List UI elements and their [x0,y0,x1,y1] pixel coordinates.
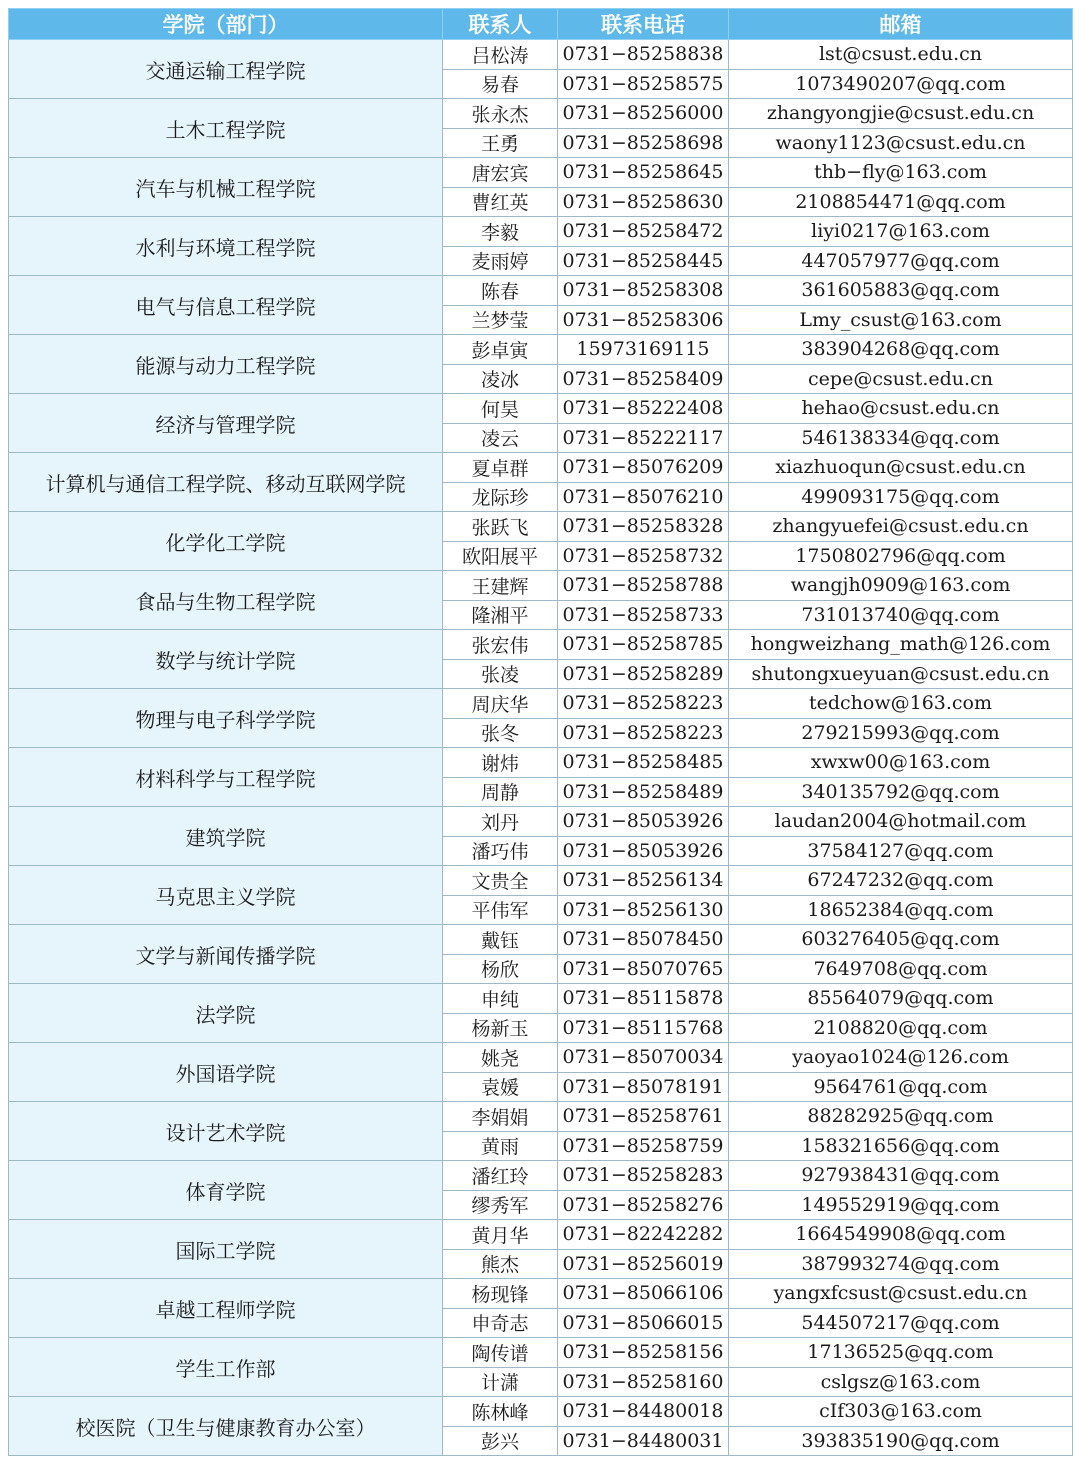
contact-phone: 0731−85258472 [558,217,729,247]
contact-email: lst@csust.edu.cn [729,40,1073,70]
department-cell: 外国语学院 [9,1043,443,1102]
contact-name: 张凌 [443,659,558,689]
table-row [9,1338,1073,1368]
contact-phone: 0731−85115768 [558,1013,729,1043]
contact-name: 夏卓群 [443,453,558,483]
contact-email: 18652384@qq.com [729,895,1073,925]
contact-phone: 0731−85258732 [558,541,729,571]
contact-phone: 0731−85258156 [558,1338,729,1368]
table-row [9,99,1073,129]
contact-name: 曹红英 [443,187,558,217]
contact-name: 周庆华 [443,689,558,719]
contact-phone: 0731−85078450 [558,925,729,955]
contact-phone: 0731−85070034 [558,1043,729,1073]
department-cell: 物理与电子科学学院 [9,689,443,748]
contact-phone: 0731−85258759 [558,1131,729,1161]
contact-phone: 0731−85053926 [558,807,729,837]
contact-name: 周静 [443,777,558,807]
contact-name: 陈春 [443,276,558,306]
table-row [9,689,1073,719]
department-cell: 交通运输工程学院 [9,40,443,99]
contact-name: 熊杰 [443,1249,558,1279]
contact-name: 凌冰 [443,364,558,394]
contact-phone: 0731−85258306 [558,305,729,335]
contact-email: 546138334@qq.com [729,423,1073,453]
table-row [9,1397,1073,1427]
contact-phone: 0731−85070765 [558,954,729,984]
contact-phone: 0731−85258575 [558,69,729,99]
contact-email: 158321656@qq.com [729,1131,1073,1161]
contact-name: 姚尧 [443,1043,558,1073]
department-cell: 数学与统计学院 [9,630,443,689]
department-cell: 马克思主义学院 [9,866,443,925]
contact-email: 1664549908@qq.com [729,1220,1073,1250]
contact-email: liyi0217@163.com [729,217,1073,247]
contact-phone: 0731−85258489 [558,777,729,807]
contact-email: zhangyuefei@csust.edu.cn [729,512,1073,542]
department-cell: 校医院（卫生与健康教育办公室） [9,1397,443,1456]
table-body [9,40,1073,1456]
contact-phone: 0731−85076209 [558,453,729,483]
contact-phone: 0731−85066106 [558,1279,729,1309]
contact-phone: 0731−85258788 [558,571,729,601]
contact-phone: 0731−85258785 [558,630,729,660]
table-row [9,571,1073,601]
contact-name: 张冬 [443,718,558,748]
department-cell: 文学与新闻传播学院 [9,925,443,984]
contact-email: 731013740@qq.com [729,600,1073,630]
contact-phone: 0731−85258445 [558,246,729,276]
table-row [9,40,1073,70]
table-row [9,217,1073,247]
contact-email: 447057977@qq.com [729,246,1073,276]
contact-name: 文贵全 [443,866,558,896]
contact-email: 88282925@qq.com [729,1102,1073,1132]
contact-email: tedchow@163.com [729,689,1073,719]
table-row [9,630,1073,660]
contact-email: hehao@csust.edu.cn [729,394,1073,424]
contact-phone: 0731−85066015 [558,1308,729,1338]
contact-name: 陈林峰 [443,1397,558,1427]
department-cell: 化学化工学院 [9,512,443,571]
contact-email: 340135792@qq.com [729,777,1073,807]
contact-name: 潘红玲 [443,1161,558,1191]
contact-email: cepe@csust.edu.cn [729,364,1073,394]
contact-name: 王建辉 [443,571,558,601]
contact-phone: 0731−85222408 [558,394,729,424]
contact-name: 易春 [443,69,558,99]
department-cell: 电气与信息工程学院 [9,276,443,335]
table-row [9,1279,1073,1309]
contact-name: 张永杰 [443,99,558,129]
contact-email: xiazhuoqun@csust.edu.cn [729,453,1073,483]
department-cell: 体育学院 [9,1161,443,1220]
contact-name: 李娟娟 [443,1102,558,1132]
contact-email: hongweizhang_math@126.com [729,630,1073,660]
contact-email: 149552919@qq.com [729,1190,1073,1220]
table-row [9,984,1073,1014]
contact-email: 387993274@qq.com [729,1249,1073,1279]
contact-name: 兰梦莹 [443,305,558,335]
contact-name: 戴钰 [443,925,558,955]
table-row [9,1161,1073,1191]
contact-email: 361605883@qq.com [729,276,1073,306]
department-cell: 土木工程学院 [9,99,443,158]
table-row [9,866,1073,896]
contact-name: 张跃飞 [443,512,558,542]
table-row [9,394,1073,424]
contact-name: 袁媛 [443,1072,558,1102]
contact-phone: 0731−85258160 [558,1367,729,1397]
contact-name: 平伟军 [443,895,558,925]
contact-email: 37584127@qq.com [729,836,1073,866]
header-contact: 联系人 [443,9,558,40]
contact-phone: 0731−85256134 [558,866,729,896]
contact-phone: 0731−85258223 [558,718,729,748]
contact-phone: 0731−85258630 [558,187,729,217]
department-cell: 汽车与机械工程学院 [9,158,443,217]
table-row [9,1043,1073,1073]
department-cell: 卓越工程师学院 [9,1279,443,1338]
contact-email: cIf303@163.com [729,1397,1073,1427]
table-row [9,512,1073,542]
department-cell: 国际工学院 [9,1220,443,1279]
contact-phone: 0731−85258698 [558,128,729,158]
contact-name: 王勇 [443,128,558,158]
table-row [9,453,1073,483]
contact-email: 67247232@qq.com [729,866,1073,896]
contact-email: 279215993@qq.com [729,718,1073,748]
contact-phone: 0731−85256000 [558,99,729,129]
contact-email: thb−fly@163.com [729,158,1073,188]
contact-phone: 0731−85258289 [558,659,729,689]
contact-name: 凌云 [443,423,558,453]
contact-phone: 0731−85258276 [558,1190,729,1220]
contact-email: 17136525@qq.com [729,1338,1073,1368]
contact-phone: 0731−85256130 [558,895,729,925]
contact-name: 唐宏宾 [443,158,558,188]
contact-email: zhangyongjie@csust.edu.cn [729,99,1073,129]
department-cell: 能源与动力工程学院 [9,335,443,394]
contact-name: 张宏伟 [443,630,558,660]
contact-email: cslgsz@163.com [729,1367,1073,1397]
department-cell: 建筑学院 [9,807,443,866]
header-email: 邮箱 [729,9,1073,40]
table-row [9,158,1073,188]
contact-name: 申奇志 [443,1308,558,1338]
contact-name: 李毅 [443,217,558,247]
contact-email: 383904268@qq.com [729,335,1073,365]
contact-email: 544507217@qq.com [729,1308,1073,1338]
contact-phone: 0731−85258328 [558,512,729,542]
contact-phone: 0731−84480031 [558,1426,729,1456]
contact-table [8,8,1073,1456]
contact-phone: 0731−85258733 [558,600,729,630]
contact-email: waony1123@csust.edu.cn [729,128,1073,158]
contact-name: 缪秀军 [443,1190,558,1220]
contact-email: 393835190@qq.com [729,1426,1073,1456]
contact-email: 2108854471@qq.com [729,187,1073,217]
table-row [9,276,1073,306]
contact-name: 杨现锋 [443,1279,558,1309]
contact-phone: 0731−85076210 [558,482,729,512]
table-row [9,1102,1073,1132]
department-cell: 水利与环境工程学院 [9,217,443,276]
contact-name: 何昊 [443,394,558,424]
contact-name: 陶传谱 [443,1338,558,1368]
contact-name: 彭卓寅 [443,335,558,365]
contact-name: 隆湘平 [443,600,558,630]
header-department: 学院（部门） [9,9,443,40]
contact-phone: 0731−82242282 [558,1220,729,1250]
contact-phone: 0731−85258761 [558,1102,729,1132]
department-cell: 材料科学与工程学院 [9,748,443,807]
contact-name: 刘丹 [443,807,558,837]
contact-phone: 0731−85258645 [558,158,729,188]
contact-name: 欧阳展平 [443,541,558,571]
contact-email: laudan2004@hotmail.com [729,807,1073,837]
contact-phone: 0731−85258283 [558,1161,729,1191]
department-cell: 法学院 [9,984,443,1043]
table-row [9,807,1073,837]
department-cell: 计算机与通信工程学院、移动互联网学院 [9,453,443,512]
contact-name: 谢炜 [443,748,558,778]
contact-name: 计潇 [443,1367,558,1397]
contact-name: 黄月华 [443,1220,558,1250]
contact-email: yaoyao1024@126.com [729,1043,1073,1073]
department-cell: 学生工作部 [9,1338,443,1397]
contact-email: wangjh0909@163.com [729,571,1073,601]
contact-email: 1750802796@qq.com [729,541,1073,571]
contact-phone: 15973169115 [558,335,729,365]
contact-name: 麦雨婷 [443,246,558,276]
contact-phone: 0731−85258409 [558,364,729,394]
contact-phone: 0731−84480018 [558,1397,729,1427]
contact-name: 潘巧伟 [443,836,558,866]
contact-phone: 0731−85258308 [558,276,729,306]
contact-email: yangxfcsust@csust.edu.cn [729,1279,1073,1309]
contact-email: Lmy_csust@163.com [729,305,1073,335]
department-cell: 经济与管理学院 [9,394,443,453]
contact-email: 927938431@qq.com [729,1161,1073,1191]
contact-email: xwxw00@163.com [729,748,1073,778]
contact-phone: 0731−85222117 [558,423,729,453]
contact-name: 吕松涛 [443,40,558,70]
contact-phone: 0731−85258838 [558,40,729,70]
contact-name: 杨新玉 [443,1013,558,1043]
contact-phone: 0731−85053926 [558,836,729,866]
contact-name: 彭兴 [443,1426,558,1456]
table-row [9,1220,1073,1250]
contact-name: 龙际珍 [443,482,558,512]
contact-email: 85564079@qq.com [729,984,1073,1014]
table-row [9,925,1073,955]
contact-email: 499093175@qq.com [729,482,1073,512]
contact-email: 7649708@qq.com [729,954,1073,984]
header-phone: 联系电话 [558,9,729,40]
table-row [9,335,1073,365]
contact-phone: 0731−85258485 [558,748,729,778]
contact-email: shutongxueyuan@csust.edu.cn [729,659,1073,689]
department-cell: 食品与生物工程学院 [9,571,443,630]
contact-phone: 0731−85258223 [558,689,729,719]
contact-phone: 0731−85115878 [558,984,729,1014]
contact-name: 黄雨 [443,1131,558,1161]
contact-email: 1073490207@qq.com [729,69,1073,99]
department-cell: 设计艺术学院 [9,1102,443,1161]
contact-email: 603276405@qq.com [729,925,1073,955]
contact-phone: 0731−85078191 [558,1072,729,1102]
table-row [9,748,1073,778]
contact-phone: 0731−85256019 [558,1249,729,1279]
contact-email: 9564761@qq.com [729,1072,1073,1102]
contact-email: 2108820@qq.com [729,1013,1073,1043]
header-row [9,9,1073,40]
contact-name: 申纯 [443,984,558,1014]
contact-name: 杨欣 [443,954,558,984]
